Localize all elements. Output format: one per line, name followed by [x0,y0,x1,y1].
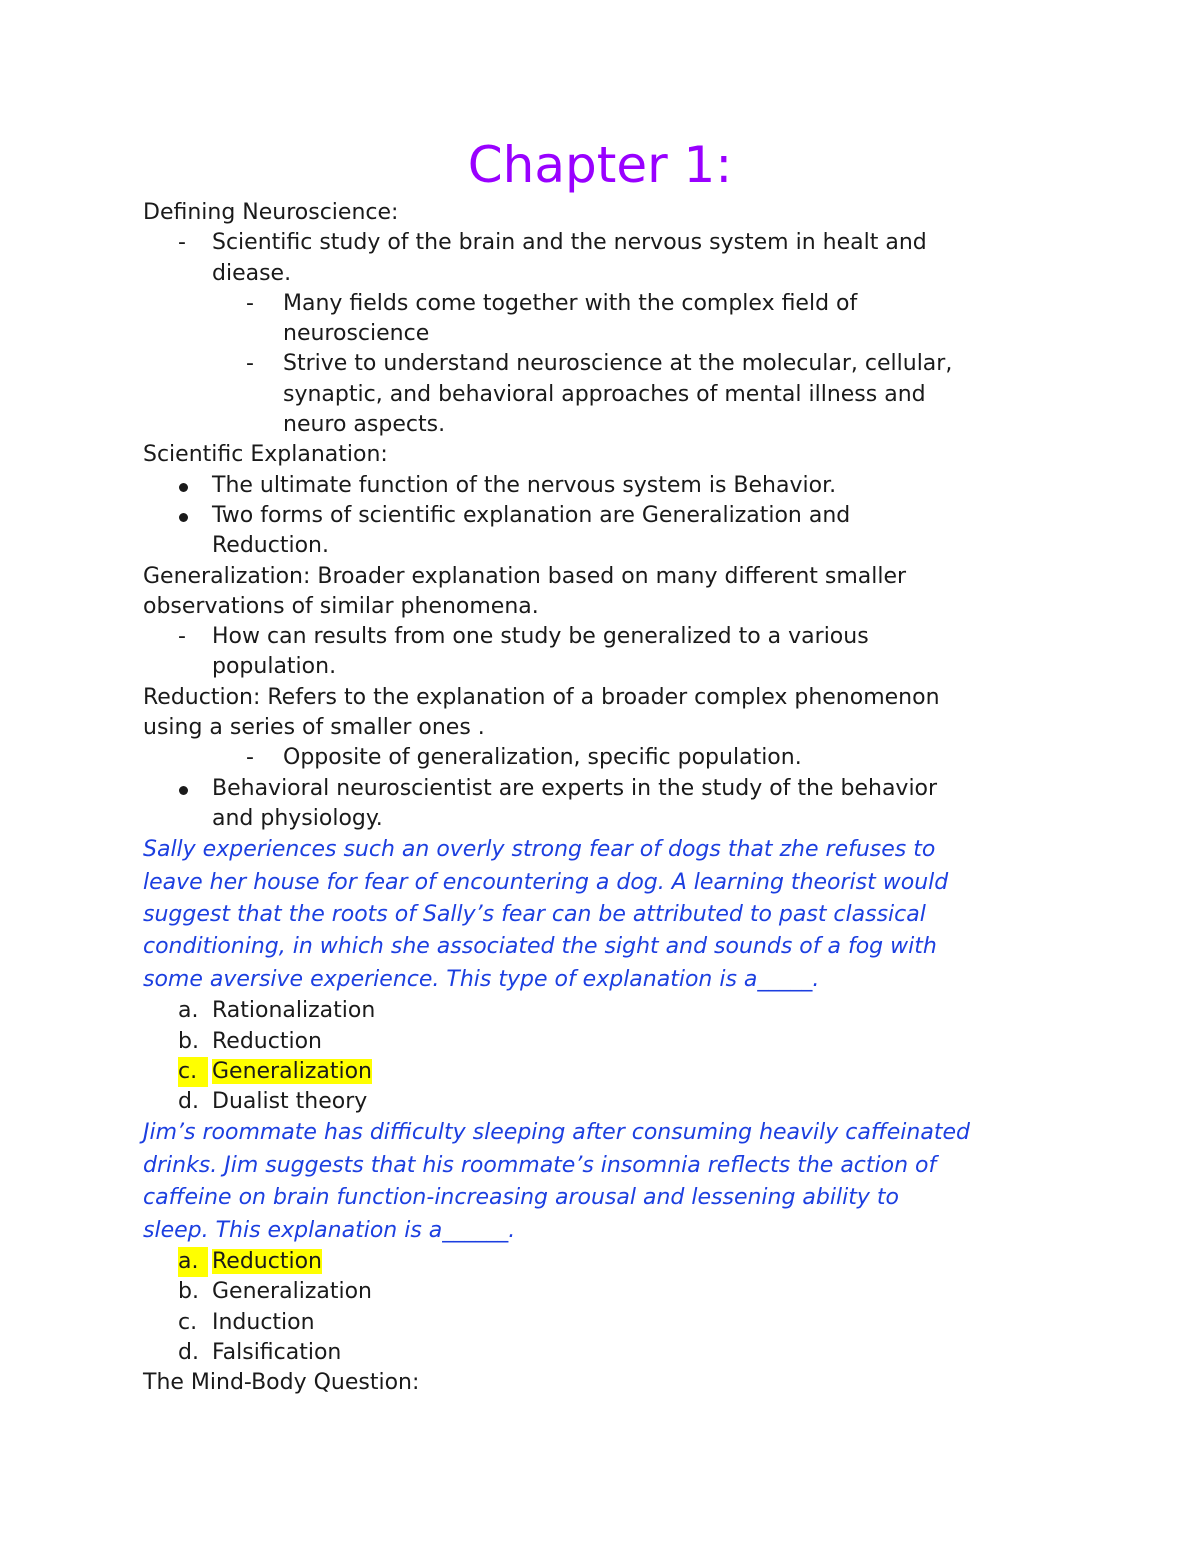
option-text: Generalization [212,1279,372,1305]
list-item-continuation: diease. [212,260,292,286]
question-1-option-b [143,1027,1063,1057]
list-item-text: Strive to understand neuroscience at the molecular, cellular, [283,351,953,377]
question-1-text: suggest that the roots of Sally’s fear can be attributed to past classical [143,902,926,928]
section-heading-defining: Defining Neuroscience: [143,200,399,225]
document-body [143,198,1063,1399]
option-text: Falsification [212,1339,342,1365]
list-item [143,228,1063,258]
bullet-item-continuation: Reduction. [212,533,329,559]
question-2-option-b [143,1277,1063,1307]
bullet-item [143,471,1063,501]
list-item-continuation: synaptic, and behavioral approaches of mental illness and [283,381,926,407]
question-1-option-c [143,1057,1063,1087]
bullet-icon [179,483,188,492]
list-item-text: How can results from one study be generalized to a various [212,624,869,650]
option-letter: a. [178,998,199,1024]
option-text-highlighted: Reduction [212,1249,322,1275]
question-1-text: leave her house for fear of encountering a dog. A learning theorist would [143,869,949,895]
list-item-text: Scientific study of the brain and the nervous system in healt and [212,230,927,256]
generalization-definition-continuation: observations of similar phenomena. [143,593,539,619]
reduction-definition-continuation: using a series of smaller ones . [143,715,485,741]
list-item-text: Opposite of generalization, specific population. [283,745,802,771]
question-1-text: Sally experiences such an overly strong fear of dogs that zhe refuses to [143,837,936,863]
section-heading-scientific-explanation: Scientific Explanation: [143,442,388,468]
option-text: Reduction [212,1028,322,1054]
option-letter: d. [178,1089,199,1115]
list-item [143,743,1063,773]
question-2-text: Jim’s roommate has difficulty sleeping after consuming heavily caffeinated [143,1120,970,1146]
option-letter: a. [178,1247,208,1277]
bullet-item-text: Behavioral neuroscientist are experts in the study of the behavior [212,775,938,801]
option-letter: c. [178,1057,208,1087]
reduction-definition: Reduction: Refers to the explanation of a broader complex phenomenon [143,684,940,710]
option-text-highlighted: Generalization [212,1058,372,1084]
list-item [143,289,1063,319]
dash-marker: - [178,230,186,256]
option-letter: b. [178,1279,199,1305]
bullet-item [143,774,1063,804]
question-2-text: caffeine on brain function-increasing arousal and lessening ability to [143,1185,899,1211]
question-2-option-c [143,1308,1063,1338]
dash-marker: - [246,745,254,771]
page-title: Chapter 1: [467,136,733,194]
question-2-text: sleep. This explanation is a______. [143,1217,516,1243]
option-text: Dualist theory [212,1089,368,1115]
list-item-continuation: population. [212,654,337,680]
question-1-text: some aversive experience. This type of explanation is a_____. [143,966,820,992]
list-item [143,349,1063,379]
option-letter: c. [178,1309,198,1335]
question-2-text: drinks. Jim suggests that his roommate’s insomnia reflects the action of [143,1152,937,1178]
bullet-item-text: Two forms of scientific explanation are Generalization and [212,502,851,528]
dash-marker: - [246,351,254,377]
generalization-definition: Generalization: Broader explanation based on many different smaller [143,563,907,589]
list-item [143,622,1063,652]
question-1-option-a [143,996,1063,1026]
bullet-icon [179,786,188,795]
question-1-option-d [143,1087,1063,1117]
list-item-text: Many fields come together with the complex field of [283,290,858,316]
option-letter: d. [178,1339,199,1365]
list-item-continuation: neuro aspects. [283,412,446,438]
bullet-icon [179,513,188,522]
section-heading-mind-body: The Mind-Body Question: [143,1370,420,1396]
option-letter: b. [178,1028,199,1054]
bullet-item [143,501,1063,531]
question-2-option-a [143,1247,1063,1277]
question-2-option-d [143,1338,1063,1368]
dash-marker: - [246,290,254,316]
option-text: Rationalization [212,998,376,1024]
bullet-item-continuation: and physiology. [212,805,383,831]
bullet-item-text: The ultimate function of the nervous system is Behavior. [212,472,837,498]
question-1-text: conditioning, in which she associated the sight and sounds of a fog with [143,934,937,960]
dash-marker: - [178,624,186,650]
option-text: Induction [212,1309,315,1335]
list-item-continuation: neuroscience [283,321,430,347]
